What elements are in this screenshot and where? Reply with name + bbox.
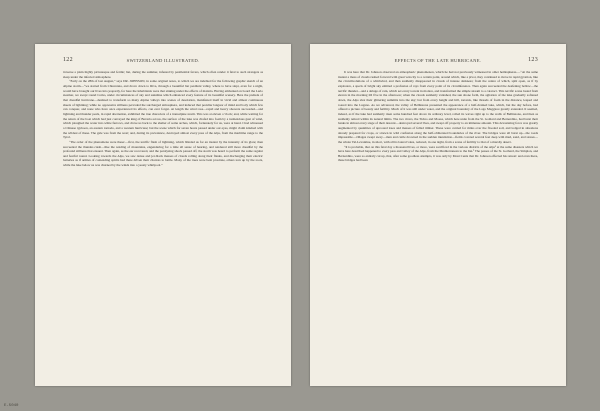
left-page-header — [63, 58, 263, 66]
paragraph: traverse a plain highly picturesque and fertile; but, during the summer, infested by pestilential fevers, which often render it fatal to such strangers as sleep under the infected atmosphere. — [63, 70, 263, 79]
left-page-body — [63, 70, 263, 368]
left-page — [35, 44, 291, 386]
right-page-number: 123 — [528, 57, 538, 63]
right-running-title: EFFECTS OF THE LATE HURRICANE. — [394, 58, 482, 63]
left-page-number: 122 — [63, 57, 73, 63]
paragraph: “Early on the 28th of last August,” says DR. JOHNSON, in some original notes, to which we are indebted for the following graphic sketch of an Alpine storm—“we started from Chiavenna, and drove down to Riva, through a beautiful but pestilent valley, where to have slept, even for a night, would have brought our lives into jeopardy, for here the inhabitants were that sinking under the effects of malaria. Having embarked on board the Lario steamer, we swept round Como, under circumstances of sky and sunshine which enhanced every feature of its beautiful scenery. Here the prelude of that dreadful hurricane—destined to transform so many Alpine valleys into scenes of desolation, manifested itself in vivid and almost continuous sheets of lightning; while no oppressive stillness pervaded the surcharged atmosphere, and induced that peculiar languor of mind and body which few can conquer, and none who have once experienced its effects, can ever forget. At length the wind rose—rapid and heavy showers succeeded—and lightning and thunder peals, in rapid alternation, exhibited the true characters of a transalpine storm. This was at eleven o’clock; and, while waiting for the return of the boat which had just conveyed the king of Bavaria across, the surface of the lake was chafed into foam by a tremendous gust of wind, which ploughed the water into white furrows, and drove us back to the shelter of some arches, which, fortunately for us, were at hand. I had witnessed a Chinese typhoon, an eastern tornado, and a western hurricane; but the scene which for seven hours passed under our eyes, might claim kindred with the wildest of these. The gale was from the west; and, during its prevalence, destroyed almost every pass of the Alps, from the maritime range to the Tyrol. — [63, 79, 263, 140]
paragraph: “It is probable, that on this fatal day a thousand lives, or more, were sacrificed in the various districts of the Alps¹ at the same disasters which we have here described happened to every pass and valley of the Alps, from the Mediterranean to the Inn.² The passes of the St. Gothard, the Simplon, and Bernardino, were so entirely cut up, that, after some goodless attempts, it was only by Mont Cenis that Dr. Johnson effected his retreat: and even there, three bridges had been — [338, 144, 538, 163]
right-page — [310, 44, 566, 386]
left-running-title: SWITZERLAND ILLUSTRATED. — [126, 58, 200, 63]
scan-label: E-5040 — [4, 404, 19, 408]
paragraph: It was here that Dr. Johnson observed an atmospheric phenomenon, which he had not previously witnessed in other hemispheres.—“At the same instant a mass of clouds rushed forward with great velocity to a certain point, around which, like a pivot, they continued to move in rapid gyration, like the circumvolutions of a whirlwind, and then suddenly disappeared in clouds of intense darkness; from the centre of which, split open, as if by explosion, a speck of bright sky emitted a profusion of rays from every point of its circumference. Then again succeeded the deafening bellow—the terrific thunder—and a deluge of rain, which set every torrent in motion, and transformed the simple stream to a cataract. This terrific scene lasted from eleven in the morning till five in the afternoon; when the clouds suddenly vanished, the sun shone forth, the agitation of the lake gradually softened down, the Alps shot their glittering summits into the sky; but from every height and hill, torrents, like threads of foam in the distance, leaped and roared into the Lugano. As we advanced, the valley of Bellinzona presented the appearance of a half-drained lake, which, but the day before, had offered a picture of beauty and fertility. Much of it was still under water, and the original boundary of the Lago Maggiore greatly extended. It seemed, indeed, as if the lake had suddenly risen some hundred feet above its ordinary level, rolled its waves right up to the walls of Bellinzona, and then as suddenly retired within its natural limits. The two rivers, the Ticino and Moesa, which here unite from the St. Gothard and Bernardino, had burst their banks in almost every stage of their descent—destroyed several lives, and swept off property to an immense amount. This devastating force was greatly augmented by quantities of uprooted trees and masses of felled timber. These were carried for miles over the flooded soil, and lodged in situations already prepared for crops, or strewn in wild confusion along the half-obliterated boundaries of the river. The bridges were all burst up—the roads impassable—villages swept away—men and cattle drowned in the sudden inundation—fields covered several feet deep with mud, sand, and stones—the whole Val-Levantine, in short, with all its lateral vales, reduced, in one night, from a scene of fertility to that of a marshy desert. — [338, 70, 538, 144]
right-page-body — [338, 70, 538, 368]
right-page-header — [338, 58, 538, 66]
paragraph: “The order of the phenomena were these:—first, the terrific flash of lightning, which blinded us for an instant by the intensity of its glare; then succeeded the thunder-crash—like the rending of mountains, engendering for a time all sense of hearing, and rendered still more dreadful by the profound stillness that ensued. Then again, as the ear recovered, and the paralysing shock passed off, the storm was heard to perform the same regular and fearful round. Looking towards the Alps, we saw dense and jet-black masses of clouds rolling along their flanks, and discharging their electric batteries as if armies of contending spirits had there driven their chariots to battle. Many of the trees were bent prostrate, others torn up by the roots, while the lake below us was churned by the winds into a yeasty whirlpool.” — [63, 139, 263, 168]
